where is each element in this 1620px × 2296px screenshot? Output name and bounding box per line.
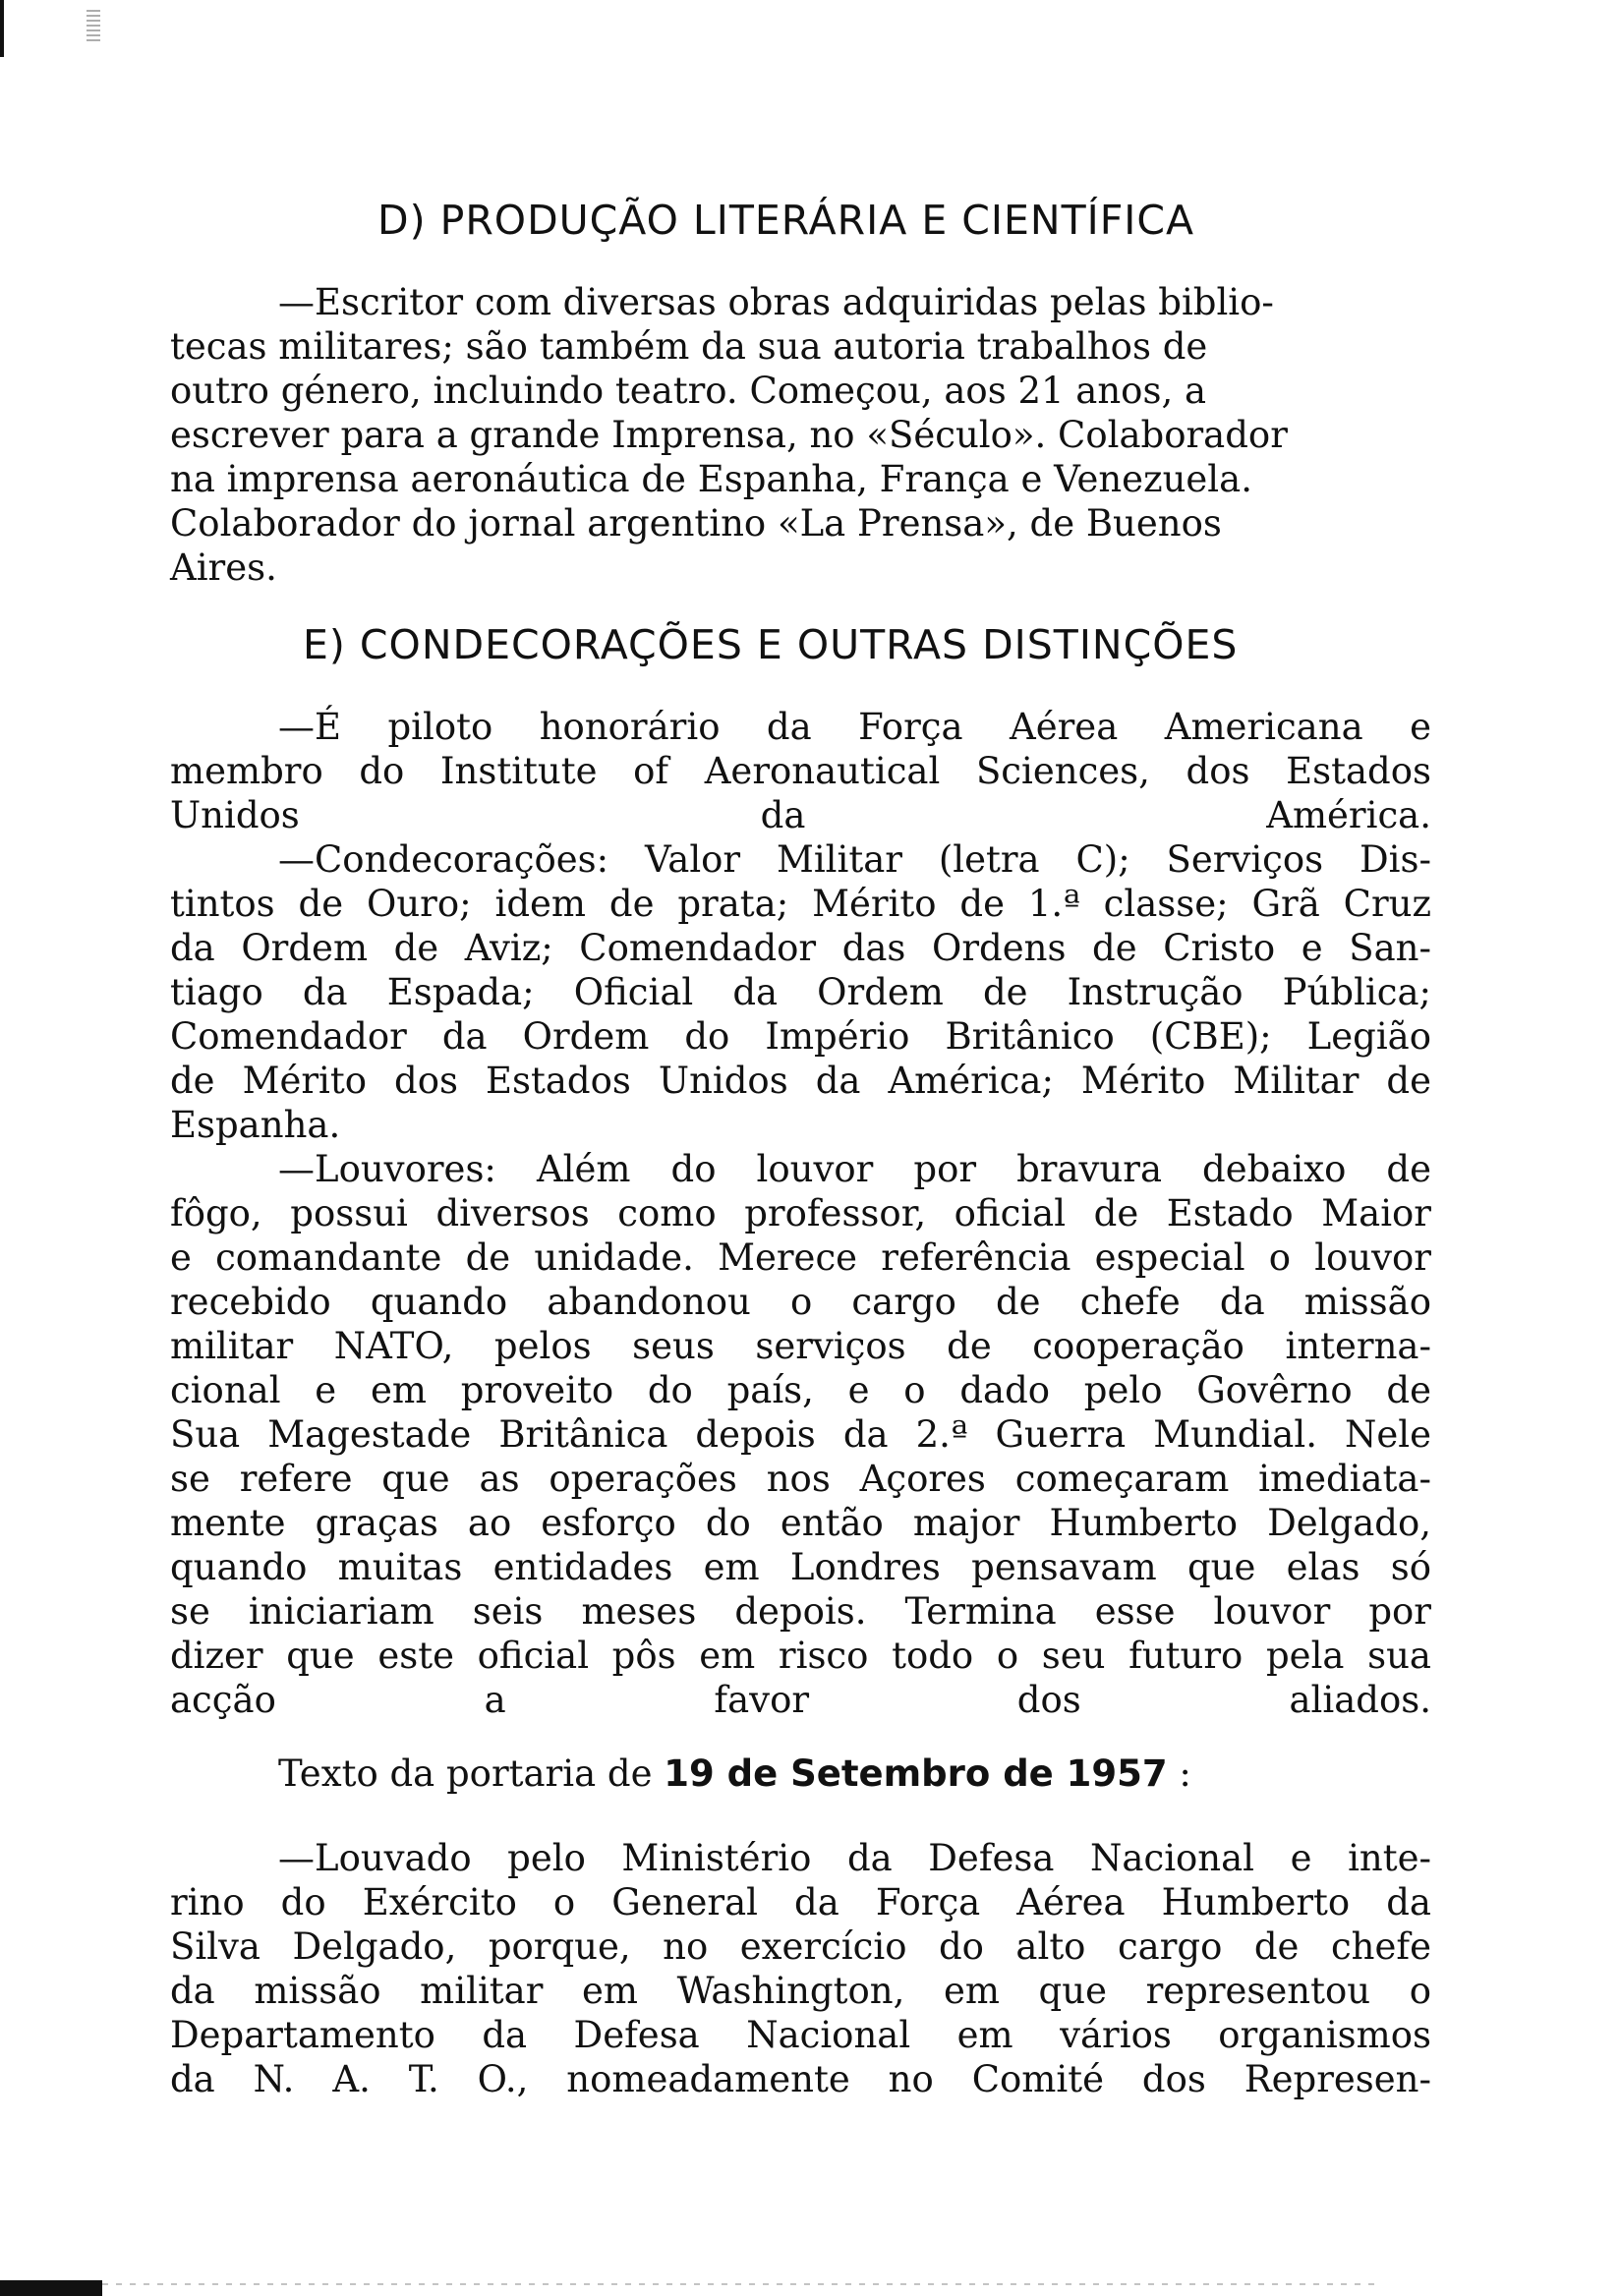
scan-edge-mark xyxy=(0,0,4,57)
text-line: Espanha. xyxy=(170,1104,341,1146)
text-line: Silva Delgado, porque, no exercício do alto cargo de chefe xyxy=(170,1925,1431,1968)
text-line: tecas militares; são também da sua autoria trabalhos de xyxy=(170,325,1208,368)
text-line: —Louvado pelo Ministério da Defesa Nacional e inte- xyxy=(278,1837,1431,1879)
text-line: recebido quando abandonou o cargo de chefe da missão xyxy=(170,1281,1431,1323)
text-line: —É piloto honorário da Força Aérea Americana e xyxy=(278,706,1431,748)
text-line: se refere que as operações nos Açores começaram imediata- xyxy=(170,1458,1431,1500)
text-line: tintos de Ouro; idem de prata; Mérito de 1.ª classe; Grã Cruz xyxy=(170,883,1431,925)
portaria-date: 19 de Setembro de 1957 xyxy=(664,1752,1168,1795)
text-line: da missão militar em Washington, em que representou o xyxy=(170,1970,1431,2012)
text-line: Departamento da Defesa Nacional em vários organismos xyxy=(170,2014,1431,2056)
text-line: outro género, incluindo teatro. Começou, aos 21 anos, a xyxy=(170,370,1207,412)
text-line: na imprensa aeronáutica de Espanha, França e Venezuela. xyxy=(170,458,1252,500)
text-line: de Mérito dos Estados Unidos da América; Mérito Militar de xyxy=(170,1060,1431,1102)
text-line: Sua Magestade Britânica depois da 2.ª Guerra Mundial. Nele xyxy=(170,1413,1431,1456)
portaria-suffix: : xyxy=(1167,1752,1191,1795)
text-line: Colaborador do jornal argentino «La Prensa», de Buenos xyxy=(170,502,1222,545)
final-paragraph xyxy=(170,1836,1431,2101)
scan-artifact xyxy=(87,10,100,41)
section-e-title: E) CONDECORAÇÕES E OUTRAS DISTINÇÕES xyxy=(303,621,1239,668)
text-line: dizer que este oficial pôs em risco todo o seu futuro pela sua xyxy=(170,1635,1431,1677)
section-d-paragraph xyxy=(170,280,1431,590)
text-line: fôgo, possui diversos como professor, oficial de Estado Maior xyxy=(170,1192,1431,1234)
section-d-title: D) PRODUÇÃO LITERÁRIA E CIENTÍFICA xyxy=(377,197,1195,244)
text-line: Aires. xyxy=(170,546,277,589)
text-line: escrever para a grande Imprensa, no «Século». Colaborador xyxy=(170,414,1288,456)
portaria-heading xyxy=(278,1752,1191,1795)
portaria-prefix: Texto da portaria de xyxy=(278,1752,665,1795)
section-e-paragraph-3 xyxy=(170,1147,1431,1722)
text-line: Unidos da América. xyxy=(170,794,1431,836)
text-line: —Condecorações: Valor Militar (letra C); Serviços Dis- xyxy=(278,838,1431,881)
text-line: acção a favor dos aliados. xyxy=(170,1679,1431,1721)
text-line: —Louvores: Além do louvor por bravura debaixo de xyxy=(278,1148,1431,1190)
text-line: quando muitas entidades em Londres pensavam que elas só xyxy=(170,1546,1431,1588)
text-line: membro do Institute of Aeronautical Sciences, dos Estados xyxy=(170,750,1431,792)
text-line: tiago da Espada; Oficial da Ordem de Instrução Pública; xyxy=(170,971,1431,1013)
scan-artifact-line xyxy=(102,2283,1380,2285)
text-line: se iniciariam seis meses depois. Termina esse louvor por xyxy=(170,1590,1431,1633)
text-line: Comendador da Ordem do Império Britânico (CBE); Legião xyxy=(170,1015,1431,1058)
text-line: —Escritor com diversas obras adquiridas pelas biblio- xyxy=(278,281,1274,323)
text-line: e comandante de unidade. Merece referência especial o louvor xyxy=(170,1236,1431,1279)
section-e-paragraph-2 xyxy=(170,837,1431,1147)
scan-edge-mark-bottom xyxy=(0,2280,102,2296)
text-line: mente graças ao esforço do então major Humberto Delgado, xyxy=(170,1502,1431,1544)
text-line: militar NATO, pelos seus serviços de cooperação interna- xyxy=(170,1325,1431,1367)
text-line: cional e em proveito do país, e o dado pelo Govêrno de xyxy=(170,1369,1431,1411)
text-line: da N. A. T. O., nomeadamente no Comité dos Represen- xyxy=(170,2058,1431,2100)
text-line: rino do Exército o General da Força Aérea Humberto da xyxy=(170,1881,1431,1923)
text-line: da Ordem de Aviz; Comendador das Ordens de Cristo e San- xyxy=(170,927,1431,969)
section-e-paragraph-1 xyxy=(170,705,1431,837)
